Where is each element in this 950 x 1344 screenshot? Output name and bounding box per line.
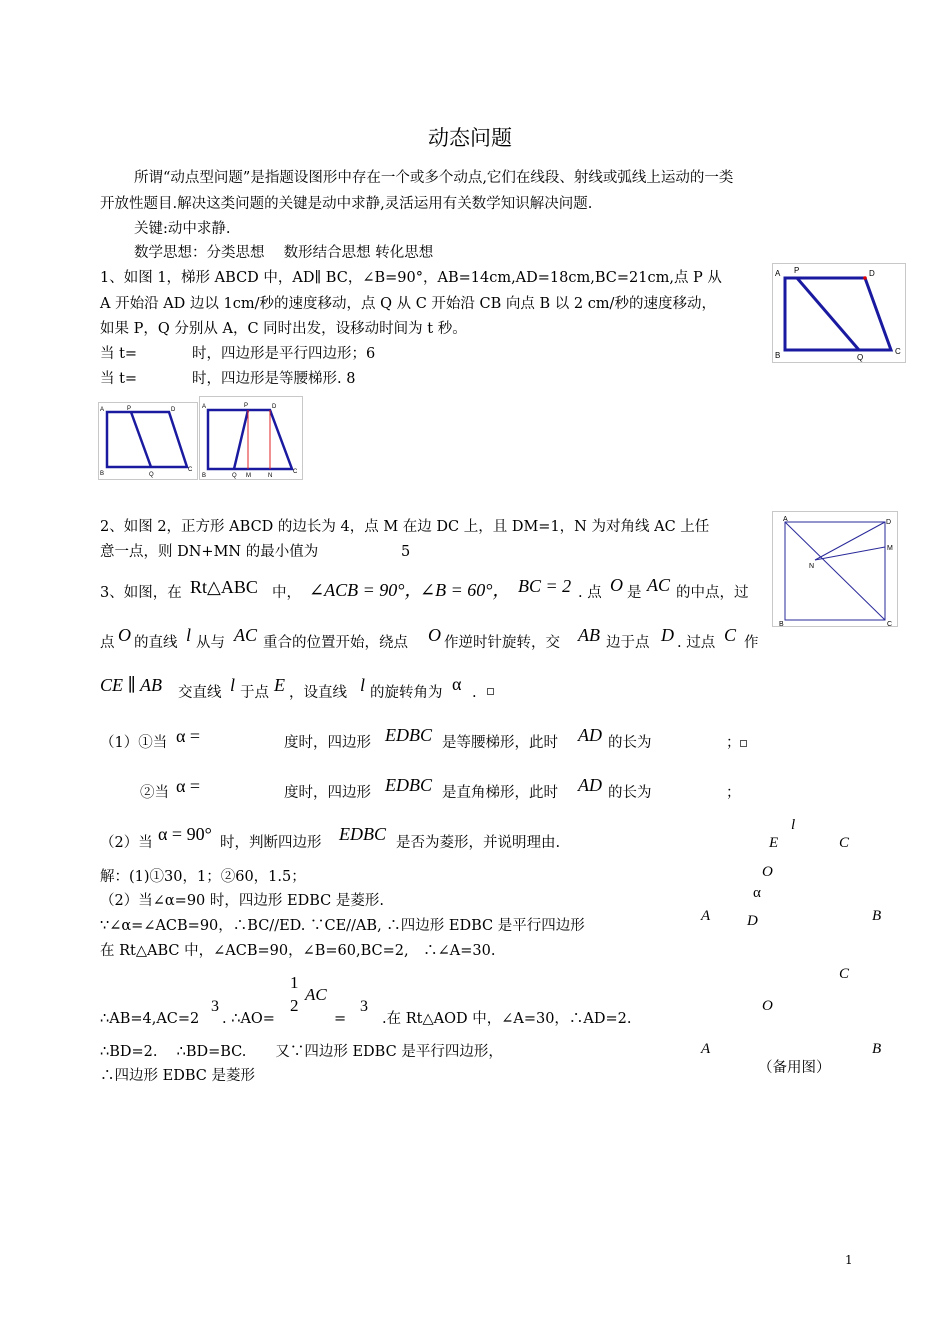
q2-answer: 5 [401,544,411,560]
q3-text: 边于点 [606,635,650,651]
q3-text: . [472,685,477,701]
fig1a-label: P [127,406,132,412]
fig1-label: P [794,266,800,275]
q3-text: 是 [627,585,642,601]
side-label: C [839,966,850,982]
figure-1-trapezoid [772,263,906,363]
q3-bc: BC = 2 [518,576,572,596]
intro-thinking: 数学思想：分类思想 数形结合思想 转化思想 [134,245,434,261]
q3-ab: AB [578,625,600,645]
page-number: 1 [845,1253,853,1267]
q3-o: O [428,625,441,645]
solution-line-7: ∴四边形 EDBC 是菱形 [100,1068,255,1084]
fig1b-label: A [202,404,207,410]
fig1a-label: C [188,467,193,473]
box-mark [487,688,494,695]
q3-text: 从与 [196,635,225,651]
q3-text: 时，判断四边形 [220,835,322,851]
q1-answer-2-label: 当 t= [100,371,138,387]
side-label: A [701,1041,711,1057]
solution-text: = [334,1011,347,1027]
side-label: l [791,817,796,833]
side-label: E [769,835,779,851]
q3-l: l [186,625,192,645]
q3-text: 作 [744,635,759,651]
side-label: D [747,913,758,929]
q3-text: 交直线 [178,685,222,701]
q3-o: O [118,625,131,645]
q3-text: 重合的位置开始，绕点 [263,635,408,651]
fig1a-label: D [171,407,176,413]
q3-text: 度时，四边形 [284,735,371,751]
q1-answer-1-label: 当 t= [100,346,138,362]
side-label: B [872,1041,882,1057]
q3-l: l [230,675,236,695]
fig1-label: D [869,269,875,278]
q3-alpha-eq: α = [176,726,201,746]
fig1b-label: P [244,403,249,409]
q3-text: 度时，四边形 [284,785,371,801]
q3-alpha-eq: α = [176,776,201,796]
figure-1a-parallelogram [98,402,198,480]
q3-d: D [661,625,674,645]
side-label: α [753,885,761,901]
fig2-label: B [779,621,784,626]
q3-text: 是等腰梯形，此时 [442,735,558,751]
q3-text: 点 [100,635,115,651]
q3-intro: 3、如图，在 [100,585,182,601]
q2-line-1: 2、如图 2，正方形 ABCD 的边长为 4，点 M 在边 DC 上，且 DM=1，N 为对角线 AC 上任 [100,519,710,535]
q3-l: l [360,675,366,695]
q3-text: ； [726,785,741,801]
q3-text: 是否为菱形，并说明理由. [396,835,561,851]
solution-line-3: ∵∠α=∠ACB=90，∴BC//ED. ∵CE//AB, ∴四边形 EDBC 是平行四边形 [100,918,585,934]
fig1a-label: B [100,471,105,477]
q3-angle-acb: ∠ACB = 90°， [309,580,423,600]
backup-figure-caption: （备用图） [758,1060,831,1076]
q3-edbc: EDBC [385,775,432,795]
fig1-label: C [895,347,901,356]
q3-text: 的长为 [608,735,652,751]
solution-line-4: 在 Rt△ABC 中，∠ACB=90，∠B=60,BC=2, ∴∠A=30. [100,943,496,959]
q3-angle-b: ∠B = 60°， [420,580,511,600]
q3-text: ； [726,735,741,751]
q1-answer-2: 时，四边形是等腰梯形. 8 [192,371,356,387]
solution-text: . ∴AO= [222,1011,275,1027]
fig1a-label: A [100,407,105,413]
fig2-label: C [887,621,893,626]
solution-text: .在 Rt△AOD 中，∠A=30，∴AD=2. [382,1011,632,1027]
solution-line-6: ∴BD=2. ∴BD=BC. 又∵四边形 EDBC 是平行四边形， [100,1044,503,1060]
q3-alpha-90: α = 90° [158,824,212,844]
q3-text: 的旋转角为 [370,685,443,701]
q3-text: 是直角梯形，此时 [442,785,558,801]
fig1-label: Q [857,353,864,362]
side-label: C [839,835,850,851]
intro-key: 关键:动中求静. [134,221,231,237]
q3-part1b-label: ②当 [140,785,169,801]
fraction-ac: AC [305,985,327,1004]
fraction-numerator: 1 [290,973,299,992]
q3-e: E [274,675,285,695]
sqrt-3: 3 [360,998,368,1015]
fig2-label: A [783,516,788,523]
figure-1b-isosceles-trapezoid [199,396,303,480]
side-label: B [872,908,882,924]
q3-triangle: Rt△ABC [190,577,258,597]
solution-line-1: 解：(1)①30，1；②60，1.5； [100,869,306,885]
figure-2-square [772,511,898,627]
fig2-label: D [886,519,892,526]
q3-ad: AD [578,775,602,795]
q3-edbc: EDBC [339,824,386,844]
q3-ac: AC [234,625,258,645]
q3-text: . 过点 [677,635,716,651]
q3-ce-parallel-ab: CE ∥ AB [100,675,162,695]
fig2-label: N [809,563,815,570]
side-label: A [701,908,711,924]
q3-text: 的中点，过 [676,585,749,601]
q3-c: C [724,625,737,645]
fig1a-label: Q [149,472,154,478]
q3-edbc: EDBC [385,725,432,745]
q3-part1-label: （1）①当 [100,735,168,751]
side-label: O [762,998,773,1014]
fig1b-label: N [268,473,273,479]
intro-line-2: 开放性题目.解决这类问题的关键是动中求静,灵活运用有关数学知识解决问题. [100,196,593,212]
q3-ad: AD [578,725,602,745]
q1-line-3: 如果 P，Q 分别从 A，C 同时出发，设移动时间为 t 秒。 [100,321,467,337]
q1-line-2: A 开始沿 AD 边以 1cm/秒的速度移动，点 Q 从 C 开始沿 CB 向点 B 以 2 cm/秒的速度移动， [100,296,716,312]
q3-text: 作逆时针旋转，交 [444,635,560,651]
q3-text: 中， [272,585,301,601]
q3-alpha: α [452,674,462,694]
fig2-label: M [887,545,893,552]
sqrt-3: 3 [211,998,219,1015]
q3-part2-label: （2）当 [100,835,153,851]
solution-line-2: （2）当∠α=90 时，四边形 EDBC 是菱形. [100,893,384,909]
fig1-label: B [775,351,781,360]
q3-ac: AC [647,575,671,595]
box-mark [740,740,747,747]
fig1b-label: D [272,404,277,410]
q3-o: O [610,575,623,595]
q3-text: . 点 [578,585,602,601]
fig1b-label: M [246,473,251,479]
q3-text: 于点 [240,685,269,701]
fig1-label: A [775,269,781,278]
solution-line-5: ∴AB=4,AC=2 [100,1011,200,1027]
page-title: 动态问题 [428,126,512,150]
side-label: O [762,864,773,880]
q2-line-2: 意一点，则 DN+MN 的最小值为 [100,544,319,560]
q3-text: 的直线 [134,635,178,651]
fig1b-label: B [202,473,207,479]
q3-text: 的长为 [608,785,652,801]
intro-line-1: 所谓“动点型问题”是指题设图形中存在一个或多个动点,它们在线段、射线或弧线上运动的一类 [134,170,734,186]
fig1b-label: Q [232,473,237,479]
q1-line-1: 1、如图 1，梯形 ABCD 中，AD∥ BC，∠B=90°，AB=14cm,AD=18cm,BC=21cm,点 P 从 [100,270,722,286]
fraction-denominator: 2 [290,996,299,1015]
q3-text: ，设直线 [289,685,347,701]
q1-answer-1: 时，四边形是平行四边形；6 [192,346,376,362]
fig1b-label: C [293,469,298,475]
